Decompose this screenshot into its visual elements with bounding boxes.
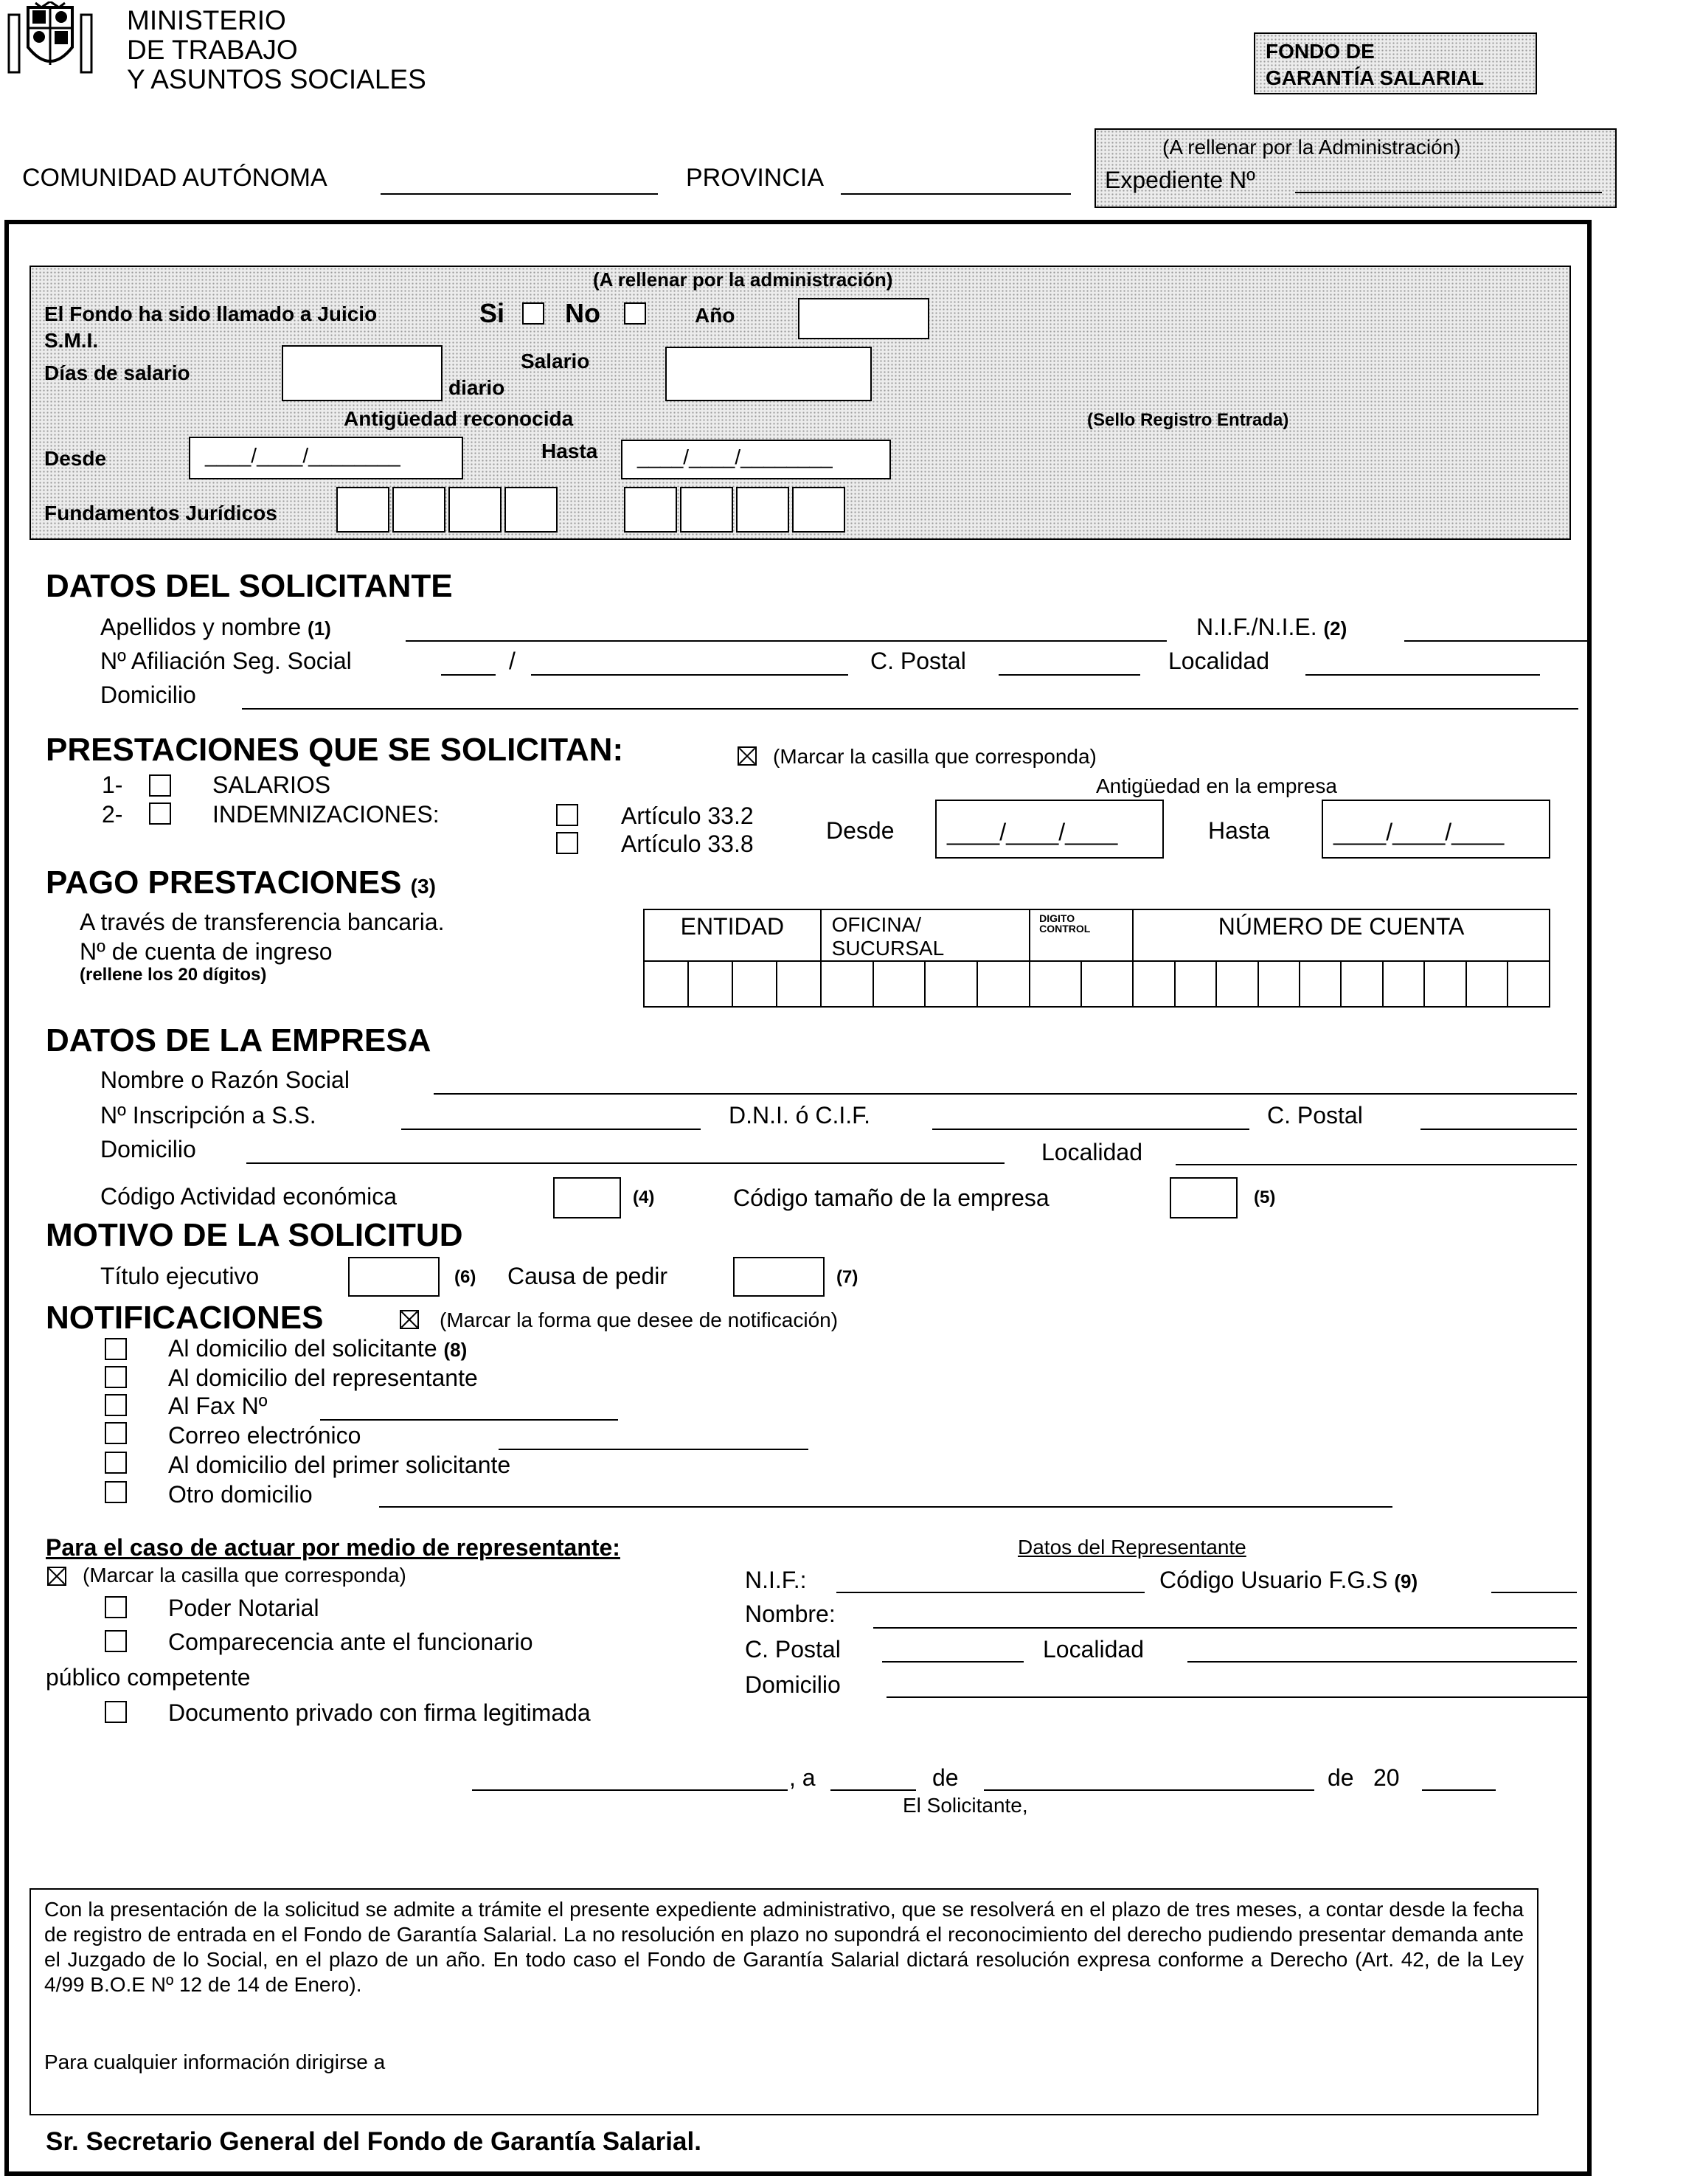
- legal-box: [30, 1888, 1538, 2115]
- digit-cell[interactable]: [1383, 961, 1424, 1007]
- representante-note: (Marcar la casilla que corresponda): [83, 1564, 406, 1587]
- date-placeholder: ____/____/____: [947, 819, 1118, 845]
- date-placeholder: ____/____/________: [637, 446, 833, 468]
- anio-label: Año: [695, 304, 735, 327]
- notificaciones-note: (Marcar la forma que desee de notificación): [440, 1308, 839, 1331]
- notif-fax-label: Al Fax Nº: [168, 1393, 268, 1419]
- ministry-line: DE TRABAJO: [127, 35, 298, 65]
- expediente-input[interactable]: [1295, 192, 1602, 193]
- rep-domicilio-label: Domicilio: [745, 1671, 841, 1698]
- notif-email-checkbox[interactable]: [105, 1422, 127, 1444]
- rep-nombre-label: Nombre:: [745, 1601, 836, 1627]
- antiguedad-empresa-label: Antigüedad en la empresa: [1096, 774, 1337, 797]
- si-label: Si: [479, 298, 505, 328]
- domicilio-label: Domicilio: [100, 682, 196, 708]
- digit-cell[interactable]: [1133, 961, 1174, 1007]
- pago-line3: (rellene los 20 dígitos): [80, 965, 267, 985]
- pago-title: PAGO PRESTACIONES (3): [46, 864, 436, 901]
- fund-badge: [1254, 32, 1537, 94]
- documento-privado-label: Documento privado con firma legitimada: [168, 1699, 591, 1726]
- actividad-label: Código Actividad económica: [100, 1183, 398, 1210]
- inscripcion-label: Nº Inscripción a S.S.: [100, 1102, 316, 1129]
- smi-label: S.M.I.: [44, 329, 99, 352]
- articulo-33-8-checkbox[interactable]: [556, 832, 578, 854]
- dni-cif-label: D.N.I. ó C.I.F.: [729, 1102, 871, 1129]
- bank-account-table: [643, 909, 1550, 1008]
- fundamento-box[interactable]: [336, 487, 389, 533]
- date-placeholder: ____/____/________: [205, 444, 400, 467]
- afiliacion-label: Nº Afiliación Seg. Social: [100, 648, 352, 674]
- localidad-input[interactable]: [1305, 674, 1540, 676]
- digit-cell[interactable]: [977, 961, 1030, 1007]
- fax-input[interactable]: [320, 1419, 618, 1421]
- titulo-ejecutivo-input[interactable]: [348, 1257, 440, 1297]
- tamano-ref: (5): [1254, 1188, 1276, 1207]
- notif-representante-label: Al domicilio del representante: [168, 1365, 478, 1391]
- digit-cell[interactable]: [1258, 961, 1300, 1007]
- salario-label: Salario: [521, 350, 590, 372]
- comparecencia-label: Comparecencia ante el funcionario: [168, 1629, 533, 1655]
- empresa-domicilio-label: Domicilio: [100, 1136, 196, 1162]
- juicio-no-checkbox[interactable]: [624, 302, 646, 325]
- digit-cell[interactable]: [1300, 961, 1341, 1007]
- afiliacion-number-input[interactable]: [531, 674, 848, 676]
- cpostal-label: C. Postal: [870, 648, 966, 674]
- col-oficina: OFICINA/ SUCURSAL: [821, 909, 1030, 961]
- col-numero-cuenta: NÚMERO DE CUENTA: [1133, 909, 1550, 961]
- fund-line: GARANTÍA SALARIAL: [1266, 66, 1485, 89]
- articulo-33-2-checkbox[interactable]: [556, 804, 578, 826]
- sello-label: (Sello Registro Entrada): [1087, 410, 1289, 430]
- domicilio-input[interactable]: [242, 708, 1578, 710]
- expediente-label: Expediente Nº: [1105, 167, 1255, 193]
- documento-privado-checkbox[interactable]: [105, 1701, 127, 1723]
- email-input[interactable]: [499, 1449, 808, 1450]
- diario-label: diario: [448, 376, 505, 399]
- empresa-domicilio-input[interactable]: [246, 1162, 1005, 1164]
- apellidos-input[interactable]: [406, 640, 1167, 642]
- ministry-line: Y ASUNTOS SOCIALES: [127, 64, 426, 94]
- digit-cell[interactable]: [1466, 961, 1508, 1007]
- legal-text: Con la presentación de la solicitud se admite a trámite el presente expediente administrativo, que se resolverá en el plazo de tres meses, a contar desde la fecha de registro de entrada en el Fondo de Garantía Salarial. La no resolución en plazo no supondrá el reconocimiento del derecho pudiendo presentar demanda ante el Juzgado de lo Social, en el plazo de un año. En todo caso el Fondo de Garantía Salarial dictará resolución expresa conforme a Derecho (Art. 42, de la Ley 4/99 B.O.E Nº 12 de 14 de Enero).: [44, 1898, 1524, 1996]
- causa-ref: (7): [836, 1267, 858, 1287]
- firma-mes-input[interactable]: [984, 1789, 1314, 1791]
- info-text: Para cualquier información dirigirse a: [44, 2050, 386, 2073]
- digit-cell[interactable]: [1216, 961, 1257, 1007]
- solicitante-title: DATOS DEL SOLICITANTE: [46, 568, 453, 604]
- notificaciones-title: NOTIFICACIONES: [46, 1300, 324, 1336]
- expediente-box: [1094, 128, 1617, 208]
- salarios-checkbox[interactable]: [149, 774, 171, 797]
- fundamento-box[interactable]: [448, 487, 502, 533]
- dni-cif-input[interactable]: [932, 1129, 1249, 1130]
- cpostal-input[interactable]: [999, 674, 1140, 676]
- notif-fax-checkbox[interactable]: [105, 1394, 127, 1416]
- provincia-label: PROVINCIA: [686, 164, 825, 192]
- digit-cell[interactable]: [644, 961, 688, 1007]
- causa-label: Causa de pedir: [507, 1263, 668, 1289]
- notif-primer-solicitante-checkbox[interactable]: [105, 1452, 127, 1474]
- afiliacion-prefix-input[interactable]: [441, 674, 496, 676]
- antiguedad-label: Antigüedad reconocida: [344, 407, 574, 430]
- actividad-ref: (4): [633, 1188, 655, 1207]
- col-entidad: ENTIDAD: [644, 909, 821, 961]
- firma-year-input[interactable]: [1422, 1789, 1496, 1791]
- ministry-name: [127, 6, 426, 94]
- articulo-33-8-label: Artículo 33.8: [621, 831, 754, 857]
- rep-nif-label: N.I.F.:: [745, 1567, 807, 1593]
- prestaciones-note: (Marcar la casilla que corresponda): [773, 745, 1097, 768]
- empresa-cpostal-input[interactable]: [1420, 1129, 1577, 1130]
- prestaciones-hasta-input[interactable]: [1322, 800, 1550, 859]
- digit-cell[interactable]: [688, 961, 732, 1007]
- rep-localidad-label: Localidad: [1043, 1636, 1144, 1663]
- razon-social-input[interactable]: [434, 1093, 1577, 1095]
- firma-solicitante: El Solicitante,: [903, 1794, 1028, 1817]
- digit-cell[interactable]: [821, 961, 873, 1007]
- notif-primer-solicitante-label: Al domicilio del primer solicitante: [168, 1452, 511, 1478]
- firma-a: , a: [789, 1764, 816, 1791]
- fundamento-box[interactable]: [680, 487, 733, 533]
- comparecencia-label-cont: público competente: [46, 1664, 251, 1691]
- anio-input[interactable]: [798, 298, 929, 339]
- firma-de1: de: [932, 1764, 959, 1791]
- fundamento-box[interactable]: [624, 487, 677, 533]
- notif-otro-label: Otro domicilio: [168, 1481, 313, 1508]
- notif-representante-checkbox[interactable]: [105, 1366, 127, 1388]
- rep-localidad-input[interactable]: [1187, 1661, 1577, 1663]
- rep-nombre-input[interactable]: [873, 1627, 1577, 1629]
- col-digito-control: DIGITO CONTROL: [1030, 909, 1133, 961]
- representante-heading: Para el caso de actuar por medio de representante:: [46, 1534, 620, 1561]
- fundamentos-boxes-left: [336, 487, 558, 533]
- prestaciones-desde-label: Desde: [826, 817, 895, 844]
- expediente-note: (A rellenar por la Administración): [1162, 136, 1461, 159]
- otro-domicilio-input[interactable]: [379, 1506, 1392, 1508]
- nif-label: N.I.F./N.I.E. (2): [1196, 614, 1347, 640]
- fundamentos-label: Fundamentos Jurídicos: [44, 502, 277, 524]
- pago-line2: Nº de cuenta de ingreso: [80, 938, 333, 965]
- comparecencia-checkbox[interactable]: [105, 1630, 127, 1652]
- afiliacion-slash: /: [509, 648, 516, 674]
- item1-num: 1-: [102, 772, 123, 798]
- empresa-title: DATOS DE LA EMPRESA: [46, 1022, 431, 1058]
- fundamento-box[interactable]: [504, 487, 558, 533]
- rep-cpostal-label: C. Postal: [745, 1636, 841, 1663]
- digit-cell[interactable]: [1508, 961, 1550, 1007]
- causa-input[interactable]: [733, 1257, 825, 1297]
- fund-line: FONDO DE: [1266, 40, 1375, 63]
- empresa-localidad-input[interactable]: [1176, 1164, 1577, 1165]
- digit-cell[interactable]: [1424, 961, 1465, 1007]
- checked-box-icon: [400, 1310, 419, 1329]
- dias-salario-input[interactable]: [282, 345, 443, 401]
- salario-diario-input[interactable]: [665, 347, 872, 401]
- empresa-cpostal-label: C. Postal: [1267, 1102, 1363, 1129]
- admin-hasta-label: Hasta: [541, 440, 598, 462]
- prestaciones-title: PRESTACIONES QUE SE SOLICITAN:: [46, 732, 624, 768]
- salarios-label: SALARIOS: [212, 772, 331, 798]
- actividad-input[interactable]: [553, 1177, 621, 1218]
- prestaciones-desde-input[interactable]: [935, 800, 1164, 859]
- coat-of-arms-icon: [3, 1, 97, 78]
- tamano-label: Código tamaño de la empresa: [733, 1185, 1050, 1211]
- motivo-title: MOTIVO DE LA SOLICITUD: [46, 1217, 463, 1253]
- firma-lugar-input[interactable]: [472, 1789, 788, 1791]
- firma-dia-input[interactable]: [830, 1789, 916, 1791]
- admin-desde-label: Desde: [44, 447, 107, 470]
- rep-codigo-input[interactable]: [1491, 1592, 1577, 1593]
- admin-desde-input[interactable]: [189, 437, 463, 479]
- empresa-localidad-label: Localidad: [1041, 1139, 1142, 1165]
- comunidad-label: COMUNIDAD AUTÓNOMA: [22, 164, 327, 192]
- dias-salario-label: Días de salario: [44, 361, 190, 384]
- juicio-label: El Fondo ha sido llamado a Juicio: [44, 302, 378, 325]
- digit-cell[interactable]: [1341, 961, 1382, 1007]
- fundamento-box[interactable]: [392, 487, 445, 533]
- digit-cell[interactable]: [873, 961, 926, 1007]
- fundamento-box[interactable]: [792, 487, 845, 533]
- firma-de2: de: [1328, 1764, 1354, 1791]
- localidad-label: Localidad: [1168, 648, 1269, 674]
- no-label: No: [565, 298, 600, 328]
- datos-representante-title: Datos del Representante: [1018, 1536, 1246, 1559]
- apellidos-label: Apellidos y nombre (1): [100, 614, 331, 640]
- admin-note: (A rellenar por la administración): [593, 268, 893, 291]
- date-placeholder: ____/____/____: [1333, 819, 1505, 845]
- indemnizaciones-checkbox[interactable]: [149, 802, 171, 825]
- checked-box-icon: [47, 1567, 66, 1586]
- addressee: Sr. Secretario General del Fondo de Garantía Salarial.: [46, 2127, 701, 2156]
- ministry-line: MINISTERIO: [127, 5, 286, 35]
- prestaciones-hasta-label: Hasta: [1208, 817, 1270, 844]
- poder-notarial-checkbox[interactable]: [105, 1596, 127, 1618]
- tamano-input[interactable]: [1170, 1177, 1238, 1218]
- comunidad-input[interactable]: [381, 193, 658, 195]
- digit-cell[interactable]: [777, 961, 821, 1007]
- fundamento-box[interactable]: [736, 487, 789, 533]
- fundamentos-boxes-right: [624, 487, 845, 533]
- digit-cell[interactable]: [732, 961, 777, 1007]
- juicio-si-checkbox[interactable]: [522, 302, 544, 325]
- rep-cpostal-input[interactable]: [882, 1661, 1024, 1663]
- inscripcion-input[interactable]: [401, 1129, 701, 1130]
- checked-box-icon: [738, 746, 757, 766]
- notif-solicitante-checkbox[interactable]: [105, 1338, 127, 1360]
- provincia-input[interactable]: [841, 193, 1071, 195]
- notif-email-label: Correo electrónico: [168, 1422, 361, 1449]
- digit-cell[interactable]: [1081, 961, 1133, 1007]
- rep-domicilio-input[interactable]: [887, 1696, 1587, 1698]
- digit-cell[interactable]: [925, 961, 977, 1007]
- razon-social-label: Nombre o Razón Social: [100, 1067, 350, 1093]
- rep-codigo-label: Código Usuario F.G.S (9): [1159, 1567, 1418, 1593]
- rep-nif-input[interactable]: [836, 1592, 1145, 1593]
- poder-notarial-label: Poder Notarial: [168, 1595, 319, 1621]
- articulo-33-2-label: Artículo 33.2: [621, 802, 754, 829]
- notif-otro-checkbox[interactable]: [105, 1481, 127, 1503]
- digit-cell[interactable]: [1030, 961, 1081, 1007]
- admin-hasta-input[interactable]: [621, 440, 891, 479]
- notif-solicitante-label: Al domicilio del solicitante (8): [168, 1335, 468, 1362]
- item2-num: 2-: [102, 801, 123, 828]
- nif-input[interactable]: [1404, 640, 1590, 642]
- pago-line1: A través de transferencia bancaria.: [80, 909, 445, 935]
- indemnizaciones-label: INDEMNIZACIONES:: [212, 801, 440, 828]
- digit-cell[interactable]: [1175, 961, 1216, 1007]
- firma-year-prefix: 20: [1373, 1764, 1400, 1791]
- titulo-ejecutivo-label: Título ejecutivo: [100, 1263, 260, 1289]
- titulo-ref: (6): [454, 1267, 476, 1287]
